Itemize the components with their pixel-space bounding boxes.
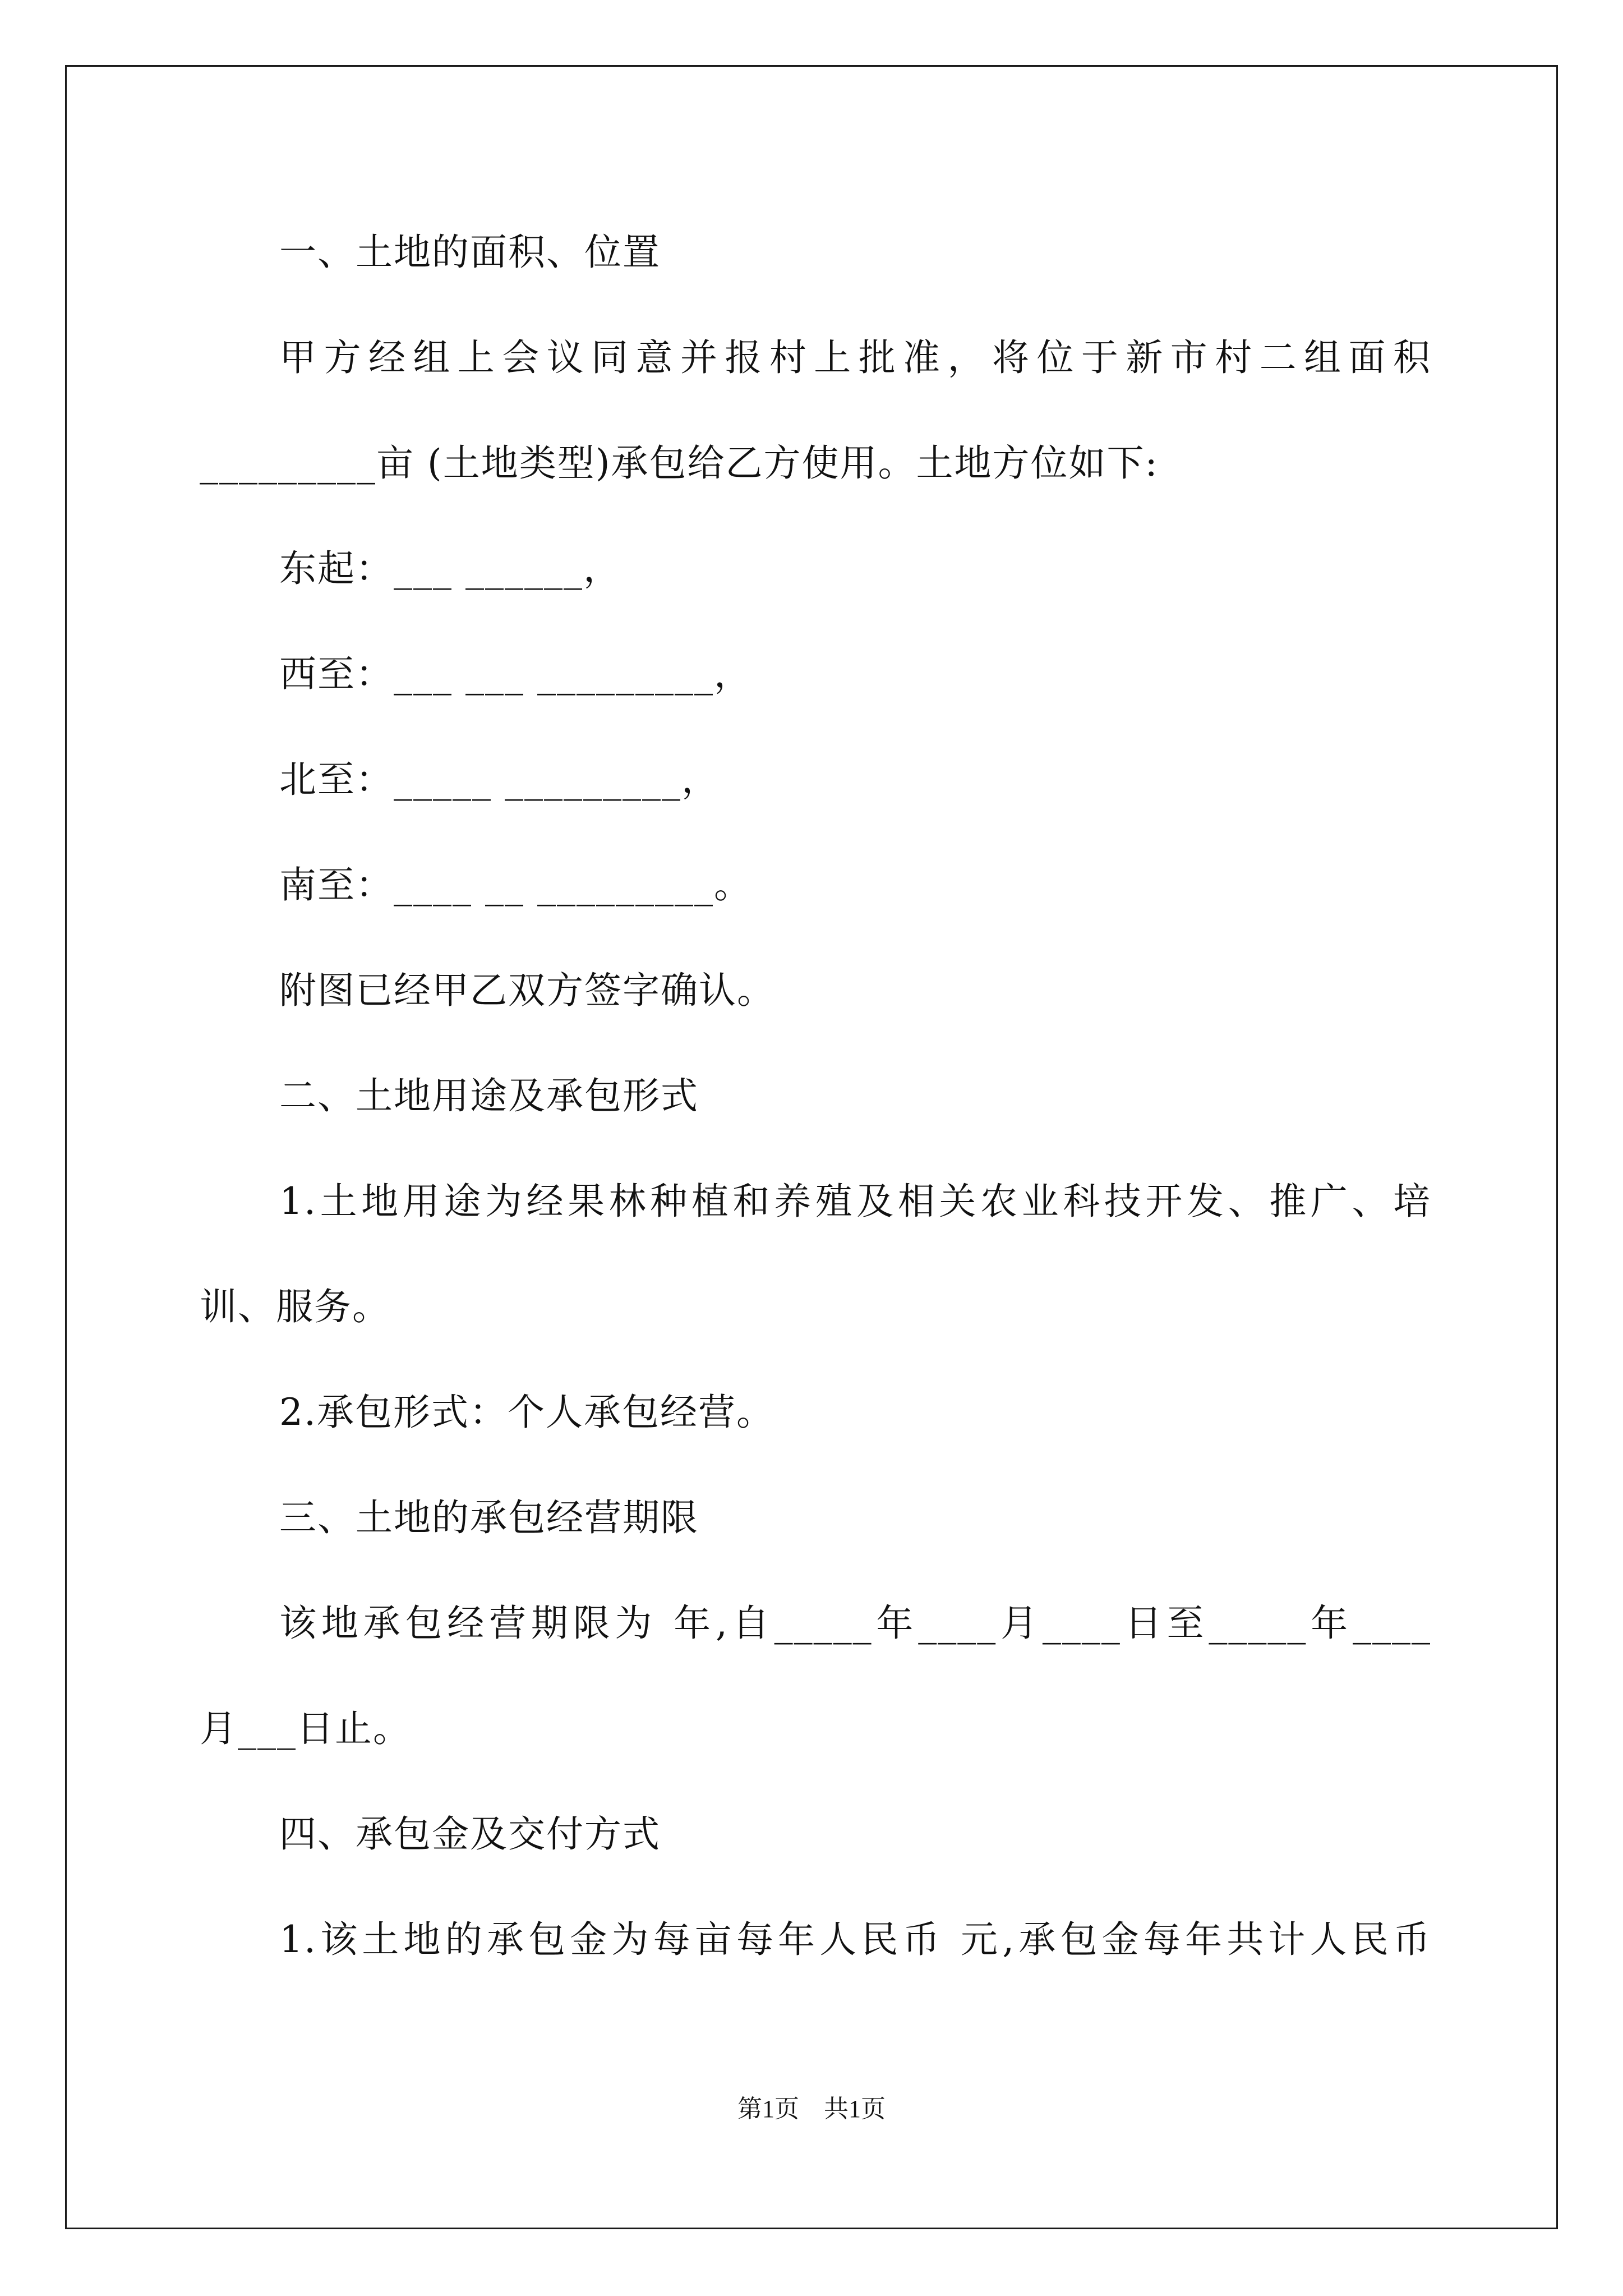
paragraph-line: 甲方经组上会议同意并报村上批准，将位于新市村二组面积 — [279, 336, 1431, 379]
section-heading-2: 二、土地用途及承包形式 — [279, 1074, 699, 1117]
section-heading-1: 一、土地的面积、位置 — [279, 231, 661, 274]
paragraph-line: 2.承包形式：个人承包经营。 — [279, 1391, 774, 1434]
paragraph-line: _________亩 (土地类型)承包给乙方使用。土地方位如下: — [200, 441, 1159, 485]
boundary-east: 东起：___ ______， — [279, 547, 621, 590]
paragraph-line: 该地承包经营期限为 年,自_____年____月____日至_____年____ — [279, 1602, 1431, 1645]
paragraph-line: 月___日止。 — [200, 1707, 411, 1750]
paragraph-line: 1.该土地的承包金为每亩每年人民币 元,承包金每年共计人民币 — [279, 1918, 1431, 1961]
boundary-north: 北至：_____ _________， — [279, 758, 720, 801]
section-heading-4: 四、承包金及交付方式 — [279, 1812, 661, 1856]
boundary-west: 西至：___ ___ _________， — [279, 652, 752, 696]
paragraph-line: 1.土地用途为经果林种植和养殖及相关农业科技开发、推广、培 — [279, 1180, 1431, 1223]
page-number-footer: 第1页 共1页 — [737, 2095, 886, 2123]
paragraph-line: 附图已经甲乙双方签字确认。 — [279, 969, 775, 1012]
page-border — [65, 65, 1558, 2229]
boundary-south: 南至：____ __ _________。 — [279, 863, 752, 907]
paragraph-line: 训、服务。 — [200, 1285, 390, 1328]
section-heading-3: 三、土地的承包经营期限 — [279, 1496, 699, 1539]
